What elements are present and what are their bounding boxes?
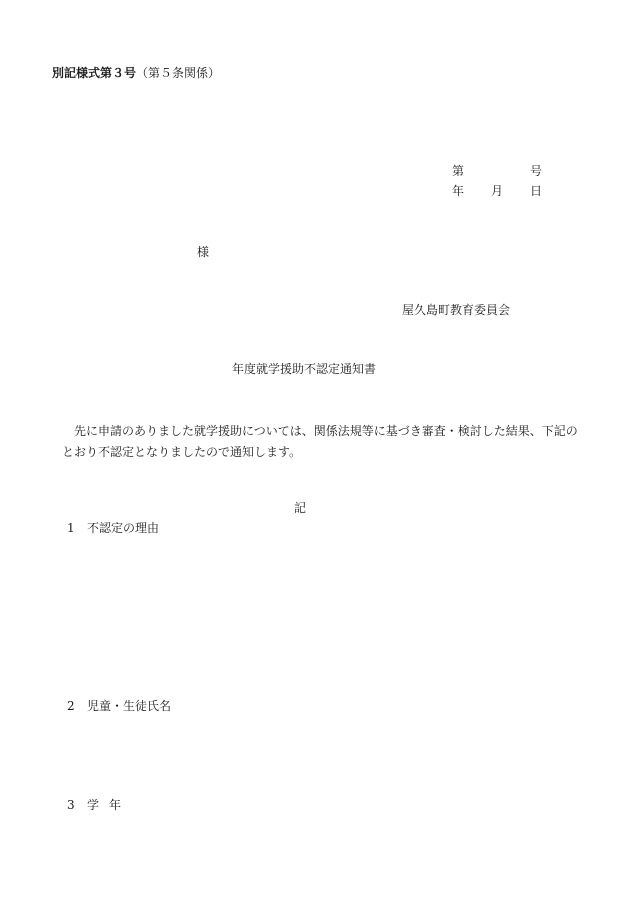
item-reason <box>67 520 159 536</box>
item-grade <box>67 797 131 813</box>
item-number: 1 <box>67 521 75 535</box>
date-line <box>452 183 542 199</box>
body-paragraph <box>62 421 582 463</box>
document-number-line <box>452 163 542 179</box>
form-label <box>52 65 220 81</box>
document-title: 年度就学援助不認定通知書 <box>232 362 377 376</box>
form-label-rest: （第５条関係） <box>136 66 221 80</box>
issuer: 屋久島町教育委員会 <box>402 303 511 317</box>
item-number: 3 <box>67 798 75 812</box>
date-year: 年 <box>452 184 465 198</box>
body-text: 先に申請のありました就学援助については、関係法規等に基づき審査・検討した結果、下記のとおり不認定となりましたので通知します。 <box>62 424 578 459</box>
number-suffix: 号 <box>529 164 542 178</box>
item-label: 学年 <box>87 798 132 812</box>
item-label: 児童・生徒氏名 <box>87 699 172 713</box>
ki-heading: 記 <box>294 501 307 515</box>
item-label: 不認定の理由 <box>87 521 160 535</box>
item-number: 2 <box>67 699 75 713</box>
number-prefix: 第 <box>452 164 465 178</box>
form-label-bold: 別記様式第３号 <box>52 66 137 80</box>
item-student-name <box>67 698 171 714</box>
recipient-suffix: 様 <box>197 245 210 259</box>
date-month: 月 <box>490 184 503 198</box>
date-day: 日 <box>529 184 542 198</box>
